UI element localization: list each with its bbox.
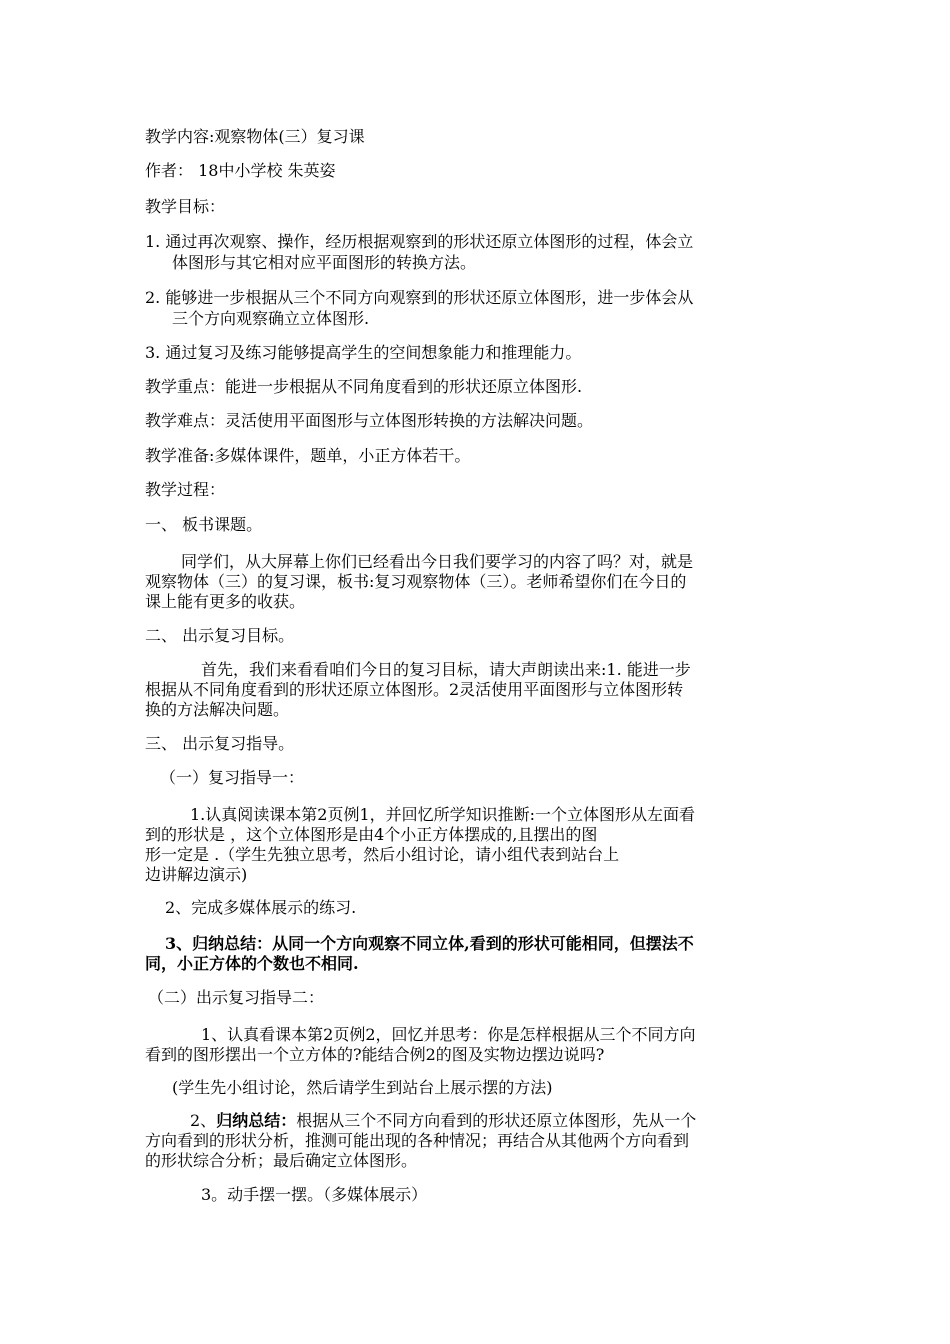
guide-2-summary-line-2: 方向看到的形状分析，推测可能出现的各种情况；再结合从其他两个方向看到 xyxy=(145,1131,690,1150)
section-1-title: 一、 板书课题。 xyxy=(145,515,263,534)
guide-1-summary-line-1 xyxy=(165,934,694,954)
key-point: 教学重点：能进一步根据从不同角度看到的形状还原立体图形. xyxy=(145,377,583,396)
guide-1-item-1-line-1: 1.认真阅读课本第2页例1，并回忆所学知识推断:一个立体图形从左面看 xyxy=(190,805,696,824)
guide-1-summary-text: 归纳总结：从同一个方向观察不同立体,看到的形状可能相同，但摆法不 xyxy=(192,934,694,953)
goals-title: 教学目标： xyxy=(145,197,226,216)
guide-1-summary-number: 3、 xyxy=(165,934,193,953)
guide-1-item-1-line-2: 到的形状是 ，这个立体图形是由4个小正方体摆成的,且摆出的图 xyxy=(145,825,598,844)
guide-2-item-3: 3。动手摆一摆。（多媒体展示） xyxy=(201,1185,428,1204)
guide-1-summary-line-2: 同，小正方体的个数也不相同. xyxy=(145,954,359,973)
author-line: 作者： 18中小学校 朱英姿 xyxy=(145,161,336,180)
guide-1-title: （一）复习指导一： xyxy=(160,768,305,787)
goal-3: 3. 通过复习及练习能够提高学生的空间想象能力和推理能力。 xyxy=(145,343,582,362)
section-1-para-line-3: 课上能有更多的收获。 xyxy=(145,592,306,611)
section-1-para-line-2: 观察物体（三）的复习课，板书:复习观察物体（三）。老师希望你们在今日的 xyxy=(145,572,687,591)
guide-2-item-1-line-1: 1、认真看课本第2页例2，回忆并思考：你是怎样根据从三个不同方向 xyxy=(201,1025,696,1044)
section-1-para-line-1: 同学们，从大屏幕上你们已经看出今日我们要学习的内容了吗？对，就是 xyxy=(181,552,694,571)
goal-1-line-2: 体图形与其它相对应平面图形的转换方法。 xyxy=(172,253,477,272)
difficulty: 教学难点：灵活使用平面图形与立体图形转换的方法解决问题。 xyxy=(145,411,594,430)
guide-2-summary-line-3: 的形状综合分析；最后确定立体图形。 xyxy=(145,1151,418,1170)
guide-2-summary-number: 2、 xyxy=(190,1111,217,1130)
goal-2-line-2: 三个方向观察确立立体图形. xyxy=(172,309,370,328)
goal-1-line-1: 1. 通过再次观察、操作，经历根据观察到的形状还原立体图形的过程，体会立 xyxy=(145,232,694,251)
guide-2-title: （二）出示复习指导二： xyxy=(148,988,325,1007)
guide-2-summary-label: 归纳总结： xyxy=(216,1111,297,1130)
preparation: 教学准备:多媒体课件，题单，小正方体若干。 xyxy=(145,446,471,465)
section-2-para-line-3: 换的方法解决问题。 xyxy=(145,700,290,719)
guide-1-item-1-line-4: 边讲解边演示) xyxy=(145,865,248,884)
section-2-para-line-2: 根据从不同角度看到的形状还原立体图形。2灵活使用平面图形与立体图形转 xyxy=(145,680,684,699)
process-title: 教学过程： xyxy=(145,480,226,499)
guide-1-item-2: 2、完成多媒体展示的练习. xyxy=(165,898,357,917)
content-heading: 教学内容:观察物体(三）复习课 xyxy=(145,127,365,146)
goal-2-line-1: 2. 能够进一步根据从三个不同方向观察到的形状还原立体图形，进一步体会从 xyxy=(145,288,694,307)
guide-2-item-1-line-2: 看到的图形摆出一个立方体的?能结合例2的图及实物边摆边说吗? xyxy=(145,1045,605,1064)
section-2-title: 二、 出示复习目标。 xyxy=(145,626,295,645)
guide-2-summary-line-1 xyxy=(190,1111,696,1131)
section-3-title: 三、 出示复习指导。 xyxy=(145,734,295,753)
guide-2-summary-text: 根据从三个不同方向看到的形状还原立体图形，先从一个 xyxy=(296,1111,697,1130)
guide-1-item-1-line-3: 形一定是 .（学生先独立思考，然后小组讨论，请小组代表到站台上 xyxy=(145,845,620,864)
section-2-para-line-1: 首先，我们来看看咱们今日的复习目标，请大声朗读出来:1. 能进一步 xyxy=(201,660,691,679)
guide-2-note: (学生先小组讨论，然后请学生到站台上展示摆的方法) xyxy=(172,1078,553,1097)
